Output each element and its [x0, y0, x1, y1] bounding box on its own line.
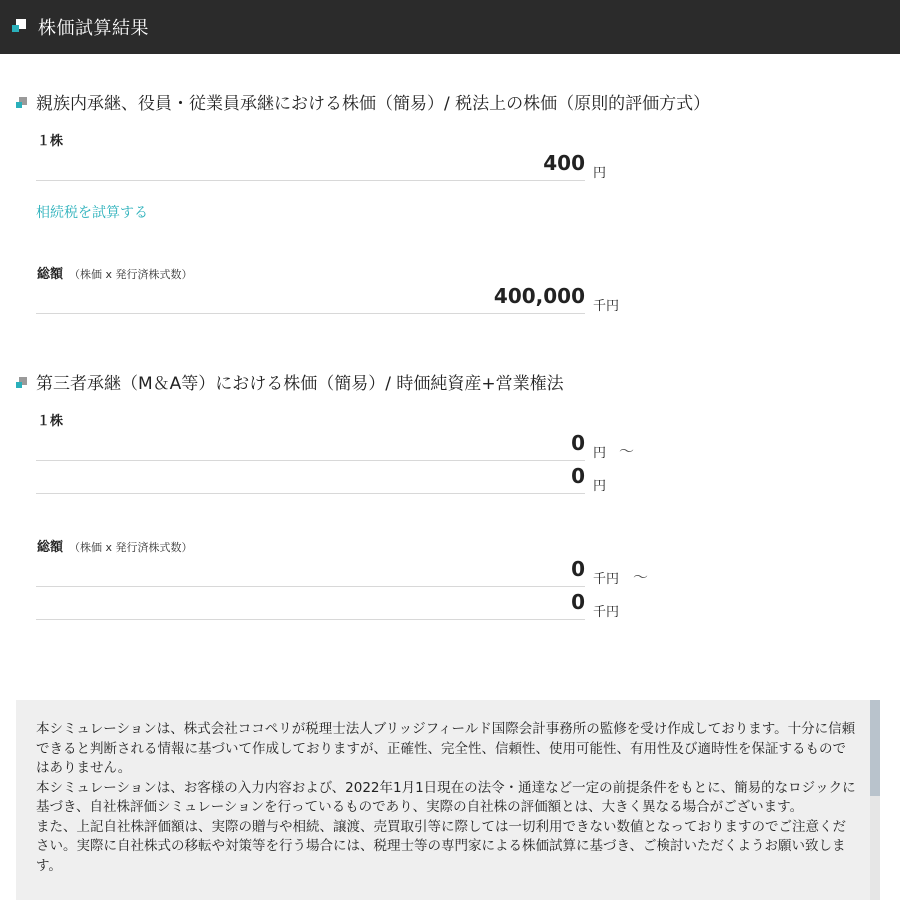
section2-per-share-range-separator: 〜	[619, 442, 635, 460]
section2-total-label-text: 総額	[37, 540, 64, 555]
section2-per-share-min-field	[36, 429, 585, 461]
section1-total-label-text: 総額	[37, 267, 64, 282]
disclaimer-paragraph: また、上記自社株評価額は、実際の贈与や相続、譲渡、売買取引等に際しては一切利用できない数値となっておりますのでご注意ください。実際に自社株式の移転や対策等を行う場合には、税理士等の専門家による株価試算に基づき、ご検討いただくようお願い致します。	[36, 818, 846, 874]
section1-total-sublabel: （株価 x 発行済株式数）	[69, 268, 193, 281]
section2-total-min-field	[36, 555, 585, 587]
disclaimer-panel[interactable]	[16, 700, 870, 900]
page-title: 株価試算結果	[38, 18, 149, 39]
inheritance-tax-link[interactable]: 相続税を試算する	[36, 205, 148, 221]
section1-heading	[16, 89, 710, 114]
section2-total-sublabel: （株価 x 発行済株式数）	[69, 541, 193, 554]
disclaimer-paragraph: 本シミュレーションは、株式会社ココペリが税理士法人ブリッジフィールド国際会計事務所の監修を受け作成しております。十分に信頼できると判断される情報に基づいて作成しておりますが、正確性、完全性、信頼性、使用可能性、有用性及び適時性を保証するものではありません。	[36, 721, 856, 776]
disclaimer-scrollbar-thumb[interactable]	[870, 700, 880, 796]
section1-per-share-value: 400	[543, 151, 585, 175]
section1-per-share-unit: 円	[593, 166, 607, 181]
app-logo-icon	[12, 19, 26, 33]
section1-total-field	[36, 282, 585, 314]
section2-per-share-min-unit: 円	[593, 446, 607, 461]
section1-per-share-label: １株	[37, 134, 64, 149]
section2-total-max-field	[36, 588, 585, 620]
section2-heading	[16, 369, 564, 394]
disclaimer-paragraph: 本シミュレーションは、お客様の入力内容および、2022年1月1日現在の法令・通達など一定の前提条件をもとに、簡易的なロジックに基づき、自社株評価シミュレーションを行っているものであり、実際の自社株の評価額とは、大きく異なる場合がございます。	[36, 779, 856, 815]
section1-per-share-field	[36, 149, 585, 181]
section2-total-min-value: 0	[571, 557, 585, 581]
section2-heading-text: 第三者承継（M＆A等）における株価（簡易）/ 時価純資産+営業権法	[36, 374, 564, 394]
section2-total-range-separator: 〜	[633, 568, 649, 586]
title-bar	[0, 0, 900, 54]
section2-total-max-value: 0	[571, 590, 585, 614]
disclaimer-scrollbar[interactable]	[870, 700, 880, 900]
section1-total-unit: 千円	[593, 299, 620, 314]
section1-total-label	[37, 263, 193, 282]
section1-heading-text: 親族内承継、役員・従業員承継における株価（簡易）/ 税法上の株価（原則的評価方式）	[36, 94, 711, 114]
disclaimer-text	[36, 720, 856, 876]
section2-per-share-max-field	[36, 462, 585, 494]
section2-total-min-unit: 千円	[593, 572, 620, 587]
section1-total-value: 400,000	[493, 284, 585, 308]
section2-per-share-max-value: 0	[571, 464, 585, 488]
section-bullet-icon	[16, 97, 27, 108]
section2-per-share-label: １株	[37, 414, 64, 429]
section2-per-share-max-unit: 円	[593, 479, 607, 494]
section2-total-label	[37, 536, 193, 555]
section2-total-max-unit: 千円	[593, 605, 620, 620]
section-bullet-icon	[16, 377, 27, 388]
section2-per-share-min-value: 0	[571, 431, 585, 455]
